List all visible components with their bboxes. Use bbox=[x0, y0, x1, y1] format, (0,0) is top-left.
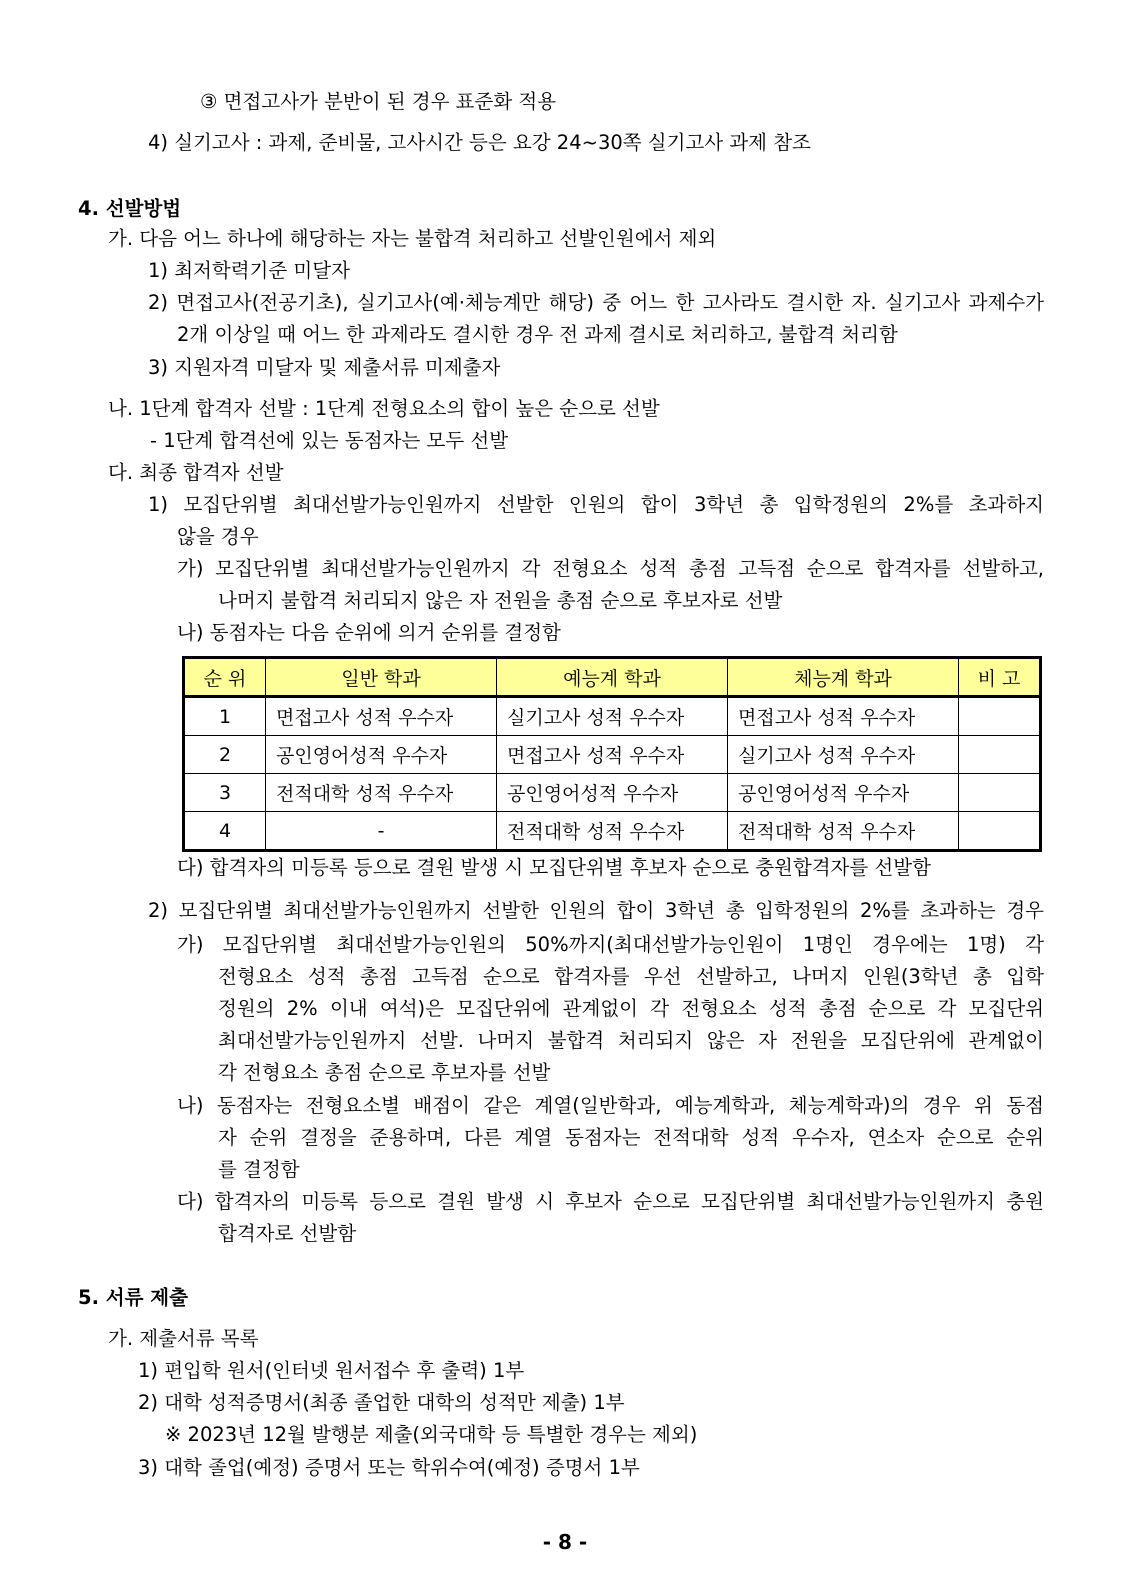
table-header: 비 고 bbox=[959, 658, 1041, 697]
text-line: ③ 면접고사가 분반이 된 경우 표준화 적용 bbox=[200, 90, 557, 113]
text-line: ※ 2023년 12월 발행분 제출(외국대학 등 특별한 경우는 제외) bbox=[165, 1423, 698, 1446]
text-line: 2) 대학 성적증명서(최종 졸업한 대학의 성적만 제출) 1부 bbox=[138, 1391, 625, 1414]
table-cell: 공인영어성적 우수자 bbox=[728, 774, 959, 812]
text-line: 다. 최종 합격자 선발 bbox=[108, 461, 284, 484]
text-line: 자 순위 결정을 준용하며, 다른 계열 동점자는 전적대학 성적 우수자, 연소자 순으로 순위 bbox=[218, 1126, 1044, 1149]
table-row bbox=[184, 812, 1041, 851]
table-cell: 2 bbox=[184, 736, 266, 774]
text-line: 가) 모집단위별 최대선발가능인원의 50%까지(최대선발가능인원이 1명인 경우에는 1명) 각 bbox=[177, 933, 1044, 956]
section-heading: 5. 서류 제출 bbox=[78, 1286, 188, 1309]
text-line: 다) 합격자의 미등록 등으로 결원 발생 시 후보자 순으로 모집단위별 최대선발가능인원까지 충원 bbox=[177, 1190, 1044, 1213]
table-cell: 공인영어성적 우수자 bbox=[497, 774, 728, 812]
table-header: 일반 학과 bbox=[266, 658, 497, 697]
table-cell: 실기고사 성적 우수자 bbox=[728, 736, 959, 774]
text-line: 각 전형요소 총점 순으로 후보자를 선발 bbox=[218, 1061, 551, 1084]
text-line: 전형요소 성적 총점 고득점 순으로 합격자를 우선 선발하고, 나머지 인원(3학년 총 입학 bbox=[218, 965, 1044, 988]
table-cell: 전적대학 성적 우수자 bbox=[497, 812, 728, 851]
text-line: 나머지 불합격 처리되지 않은 자 전원을 총점 순으로 후보자로 선발 bbox=[218, 589, 783, 612]
table-cell: 면접고사 성적 우수자 bbox=[728, 697, 959, 736]
table-cell: 1 bbox=[184, 697, 266, 736]
table-cell: 실기고사 성적 우수자 bbox=[497, 697, 728, 736]
text-line: 가) 모집단위별 최대선발가능인원까지 각 전형요소 성적 총점 고득점 순으로 합격자를 선발하고, bbox=[177, 557, 1044, 580]
table-header-row bbox=[184, 658, 1041, 697]
table-cell: - bbox=[266, 812, 497, 851]
text-line: 4) 실기고사 : 과제, 준비물, 고사시간 등은 요강 24~30쪽 실기고사 과제 참조 bbox=[148, 131, 811, 154]
table-header: 예능계 학과 bbox=[497, 658, 728, 697]
text-line: 합격자로 선발함 bbox=[218, 1222, 357, 1245]
table-cell: 공인영어성적 우수자 bbox=[266, 736, 497, 774]
text-line: 3) 대학 졸업(예정) 증명서 또는 학위수여(예정) 증명서 1부 bbox=[138, 1456, 640, 1479]
table-cell: 면접고사 성적 우수자 bbox=[266, 697, 497, 736]
text-line: 최대선발가능인원까지 선발. 나머지 불합격 처리되지 않은 자 전원을 모집단위에 관계없이 bbox=[218, 1029, 1044, 1052]
page-number: - 8 - bbox=[542, 1530, 588, 1554]
table-cell: 3 bbox=[184, 774, 266, 812]
text-line: 정원의 2% 이내 여석)은 모집단위에 관계없이 각 전형요소 성적 총점 순으로 각 모집단위 bbox=[218, 997, 1044, 1020]
text-line: 나. 1단계 합격자 선발 : 1단계 전형요소의 합이 높은 순으로 선발 bbox=[108, 397, 660, 420]
table-cell: 전적대학 성적 우수자 bbox=[728, 812, 959, 851]
table-cell bbox=[959, 774, 1041, 812]
text-line: 2개 이상일 때 어느 한 과제라도 결시한 경우 전 과제 결시로 처리하고, 불합격 처리함 bbox=[177, 323, 898, 346]
text-line: 나) 동점자는 전형요소별 배점이 같은 계열(일반학과, 예능계학과, 체능계학과)의 경우 위 동점 bbox=[177, 1094, 1044, 1117]
table-cell bbox=[959, 812, 1041, 851]
section-heading: 4. 선발방법 bbox=[78, 197, 182, 220]
table-cell: 4 bbox=[184, 812, 266, 851]
text-line: 2) 모집단위별 최대선발가능인원까지 선발한 인원의 합이 3학년 총 입학정원의 2%를 초과하는 경우 bbox=[148, 899, 1044, 922]
table-row bbox=[184, 736, 1041, 774]
table-cell bbox=[959, 736, 1041, 774]
text-line: 3) 지원자격 미달자 및 제출서류 미제출자 bbox=[148, 356, 501, 379]
table-header: 순 위 bbox=[184, 658, 266, 697]
text-line: 다) 합격자의 미등록 등으로 결원 발생 시 모집단위별 후보자 순으로 충원합격자를 선발함 bbox=[177, 856, 931, 879]
text-line: 나) 동점자는 다음 순위에 의거 순위를 결정함 bbox=[177, 621, 561, 644]
text-line: 1) 최저학력기준 미달자 bbox=[148, 259, 350, 282]
table-row bbox=[184, 697, 1041, 736]
text-line: 2) 면접고사(전공기초), 실기고사(예·체능계만 해당) 중 어느 한 고사라도 결시한 자. 실기고사 과제수가 bbox=[148, 291, 1044, 314]
table-cell bbox=[959, 697, 1041, 736]
table-header: 체능계 학과 bbox=[728, 658, 959, 697]
text-line: 를 결정함 bbox=[218, 1158, 300, 1181]
text-line: 가. 다음 어느 하나에 해당하는 자는 불합격 처리하고 선발인원에서 제외 bbox=[108, 227, 717, 250]
text-line: 않을 경우 bbox=[177, 525, 259, 548]
text-line: 가. 제출서류 목록 bbox=[108, 1327, 259, 1350]
text-line: - 1단계 합격선에 있는 동점자는 모두 선발 bbox=[150, 429, 509, 452]
text-line: 1) 편입학 원서(인터넷 원서접수 후 출력) 1부 bbox=[138, 1359, 525, 1382]
table-cell: 전적대학 성적 우수자 bbox=[266, 774, 497, 812]
table-cell: 면접고사 성적 우수자 bbox=[497, 736, 728, 774]
table-row bbox=[184, 774, 1041, 812]
tie-rank-table bbox=[182, 656, 1042, 852]
text-line: 1) 모집단위별 최대선발가능인원까지 선발한 인원의 합이 3학년 총 입학정원의 2%를 초과하지 bbox=[148, 493, 1044, 516]
